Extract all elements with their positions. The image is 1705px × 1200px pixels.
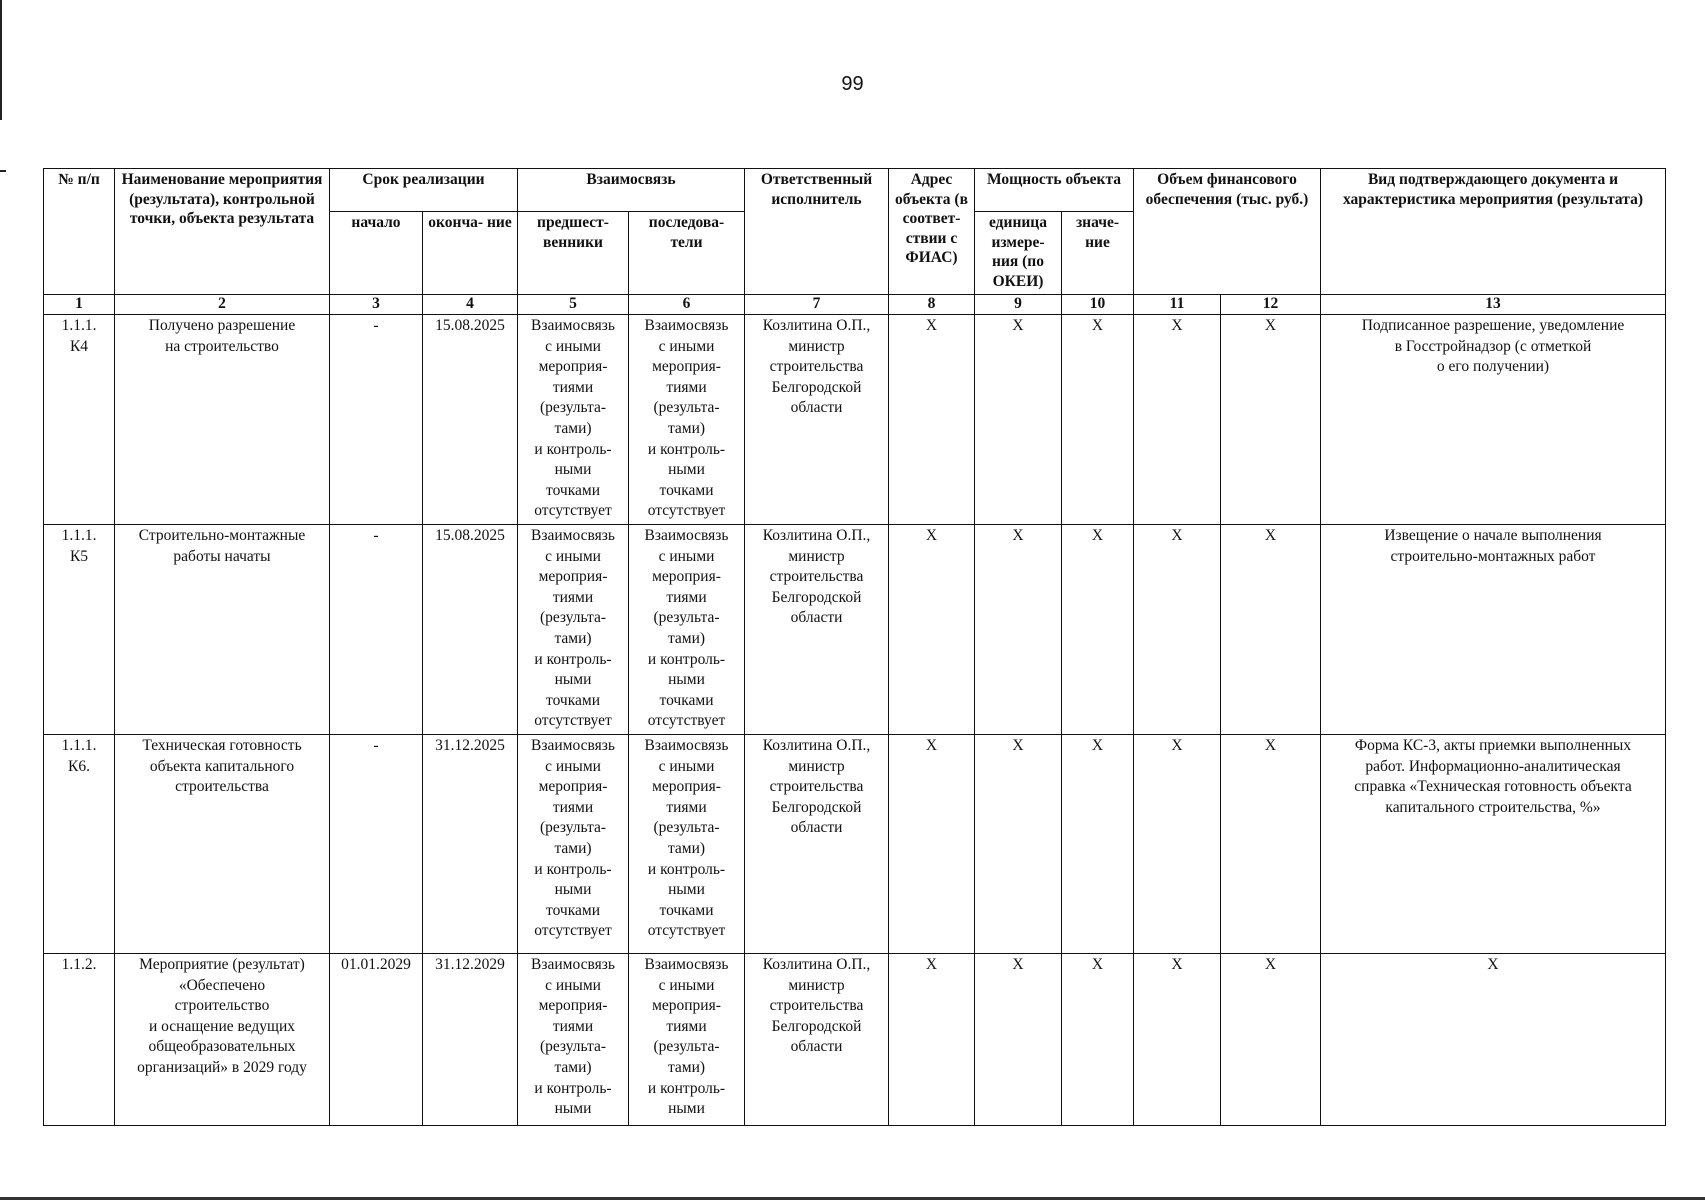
row-predecessors: Взаимосвязь с иными мероприя- тиями (результа- тами) и контроль- ными точками отсутствует — [518, 735, 629, 954]
plan-table — [43, 168, 1666, 1126]
scan-edge-mark — [0, 0, 2, 120]
row-start: 01.01.2029 — [330, 954, 423, 1126]
row-address: X — [889, 954, 975, 1126]
row-successors: Взаимосвязь с иными мероприя- тиями (результа- тами) и контроль- ными точками отсутствует — [629, 315, 745, 525]
column-number: 8 — [889, 295, 975, 315]
column-number: 4 — [423, 295, 518, 315]
header-predecessors: предшест- венники — [518, 212, 629, 295]
scan-edge-tick — [0, 170, 6, 172]
row-value: X — [1062, 954, 1134, 1126]
row-end: 31.12.2025 — [423, 735, 518, 954]
header-relation: Взаимосвязь — [518, 169, 745, 212]
row-num: 1.1.1. К6. — [44, 735, 115, 954]
row-finance-11: X — [1134, 525, 1221, 735]
row-finance-11: X — [1134, 735, 1221, 954]
row-unit: X — [975, 954, 1062, 1126]
row-address: X — [889, 525, 975, 735]
column-number: 12 — [1221, 295, 1321, 315]
row-successors: Взаимосвязь с иными мероприя- тиями (результа- тами) и контроль- ными — [629, 954, 745, 1126]
row-document: Подписанное разрешение, уведомление в Госстройнадзор (с отметкой о его получении) — [1321, 315, 1666, 525]
header-document: Вид подтверждающего документа и характеристика мероприятия (результата) — [1321, 169, 1666, 295]
row-predecessors: Взаимосвязь с иными мероприя- тиями (результа- тами) и контроль- ными точками отсутствует — [518, 525, 629, 735]
column-number: 3 — [330, 295, 423, 315]
row-document: Извещение о начале выполнения строительно-монтажных работ — [1321, 525, 1666, 735]
row-successors: Взаимосвязь с иными мероприя- тиями (результа- тами) и контроль- ными точками отсутствует — [629, 735, 745, 954]
row-finance-11: X — [1134, 954, 1221, 1126]
row-end: 15.08.2025 — [423, 315, 518, 525]
row-address: X — [889, 315, 975, 525]
row-end: 31.12.2029 — [423, 954, 518, 1126]
row-document: X — [1321, 954, 1666, 1126]
table-row — [44, 735, 1666, 954]
row-predecessors: Взаимосвязь с иными мероприя- тиями (результа- тами) и контроль- ными — [518, 954, 629, 1126]
row-value: X — [1062, 315, 1134, 525]
column-number: 11 — [1134, 295, 1221, 315]
column-number-row — [44, 295, 1666, 315]
row-value: X — [1062, 735, 1134, 954]
header-start: начало — [330, 212, 423, 295]
row-value: X — [1062, 525, 1134, 735]
column-number: 13 — [1321, 295, 1666, 315]
row-responsible: Козлитина О.П., министр строительства Белгородской области — [745, 735, 889, 954]
row-successors: Взаимосвязь с иными мероприя- тиями (результа- тами) и контроль- ными точками отсутствует — [629, 525, 745, 735]
row-responsible: Козлитина О.П., министр строительства Белгородской области — [745, 525, 889, 735]
row-start: - — [330, 735, 423, 954]
column-number: 6 — [629, 295, 745, 315]
column-number: 5 — [518, 295, 629, 315]
header-period: Срок реализации — [330, 169, 518, 212]
row-end: 15.08.2025 — [423, 525, 518, 735]
row-num: 1.1.1. К5 — [44, 525, 115, 735]
table-row — [44, 954, 1666, 1126]
row-unit: X — [975, 525, 1062, 735]
row-start: - — [330, 525, 423, 735]
header-successors: последова- тели — [629, 212, 745, 295]
header-capacity: Мощность объекта — [975, 169, 1134, 212]
table-row — [44, 525, 1666, 735]
row-name: Строительно-монтажные работы начаты — [115, 525, 330, 735]
header-finance: Объем финансового обеспечения (тыс. руб.) — [1134, 169, 1321, 295]
column-number: 1 — [44, 295, 115, 315]
row-responsible: Козлитина О.П., министр строительства Белгородской области — [745, 954, 889, 1126]
row-start: - — [330, 315, 423, 525]
row-num: 1.1.1. К4 — [44, 315, 115, 525]
column-number: 9 — [975, 295, 1062, 315]
header-end: оконча- ние — [423, 212, 518, 295]
row-num: 1.1.2. — [44, 954, 115, 1126]
row-finance-12: X — [1221, 735, 1321, 954]
header-name: Наименование мероприятия (результата), контрольной точки, объекта результата — [115, 169, 330, 295]
row-unit: X — [975, 735, 1062, 954]
row-name: Мероприятие (результат) «Обеспечено строительство и оснащение ведущих общеобразовательных организаций» в 2029 году — [115, 954, 330, 1126]
table-row — [44, 315, 1666, 525]
column-number: 7 — [745, 295, 889, 315]
row-finance-12: X — [1221, 954, 1321, 1126]
row-finance-12: X — [1221, 525, 1321, 735]
header-row-1 — [44, 169, 1666, 212]
column-number: 2 — [115, 295, 330, 315]
row-responsible: Козлитина О.П., министр строительства Белгородской области — [745, 315, 889, 525]
header-address: Адрес объекта (в соответ- ствии с ФИАС) — [889, 169, 975, 295]
row-finance-12: X — [1221, 315, 1321, 525]
row-unit: X — [975, 315, 1062, 525]
header-num: № п/п — [44, 169, 115, 295]
row-name: Получено разрешение на строительство — [115, 315, 330, 525]
header-responsible: Ответственный исполнитель — [745, 169, 889, 295]
row-name: Техническая готовность объекта капитального строительства — [115, 735, 330, 954]
row-finance-11: X — [1134, 315, 1221, 525]
column-number: 10 — [1062, 295, 1134, 315]
row-predecessors: Взаимосвязь с иными мероприя- тиями (результа- тами) и контроль- ными точками отсутствует — [518, 315, 629, 525]
row-address: X — [889, 735, 975, 954]
header-value: значе- ние — [1062, 212, 1134, 295]
page-number: 99 — [841, 73, 864, 95]
row-document: Форма КС-3, акты приемки выполненных работ. Информационно-аналитическая справка «Техническая готовность объекта капитального строительства, %» — [1321, 735, 1666, 954]
header-unit: единица измере- ния (по ОКЕИ) — [975, 212, 1062, 295]
